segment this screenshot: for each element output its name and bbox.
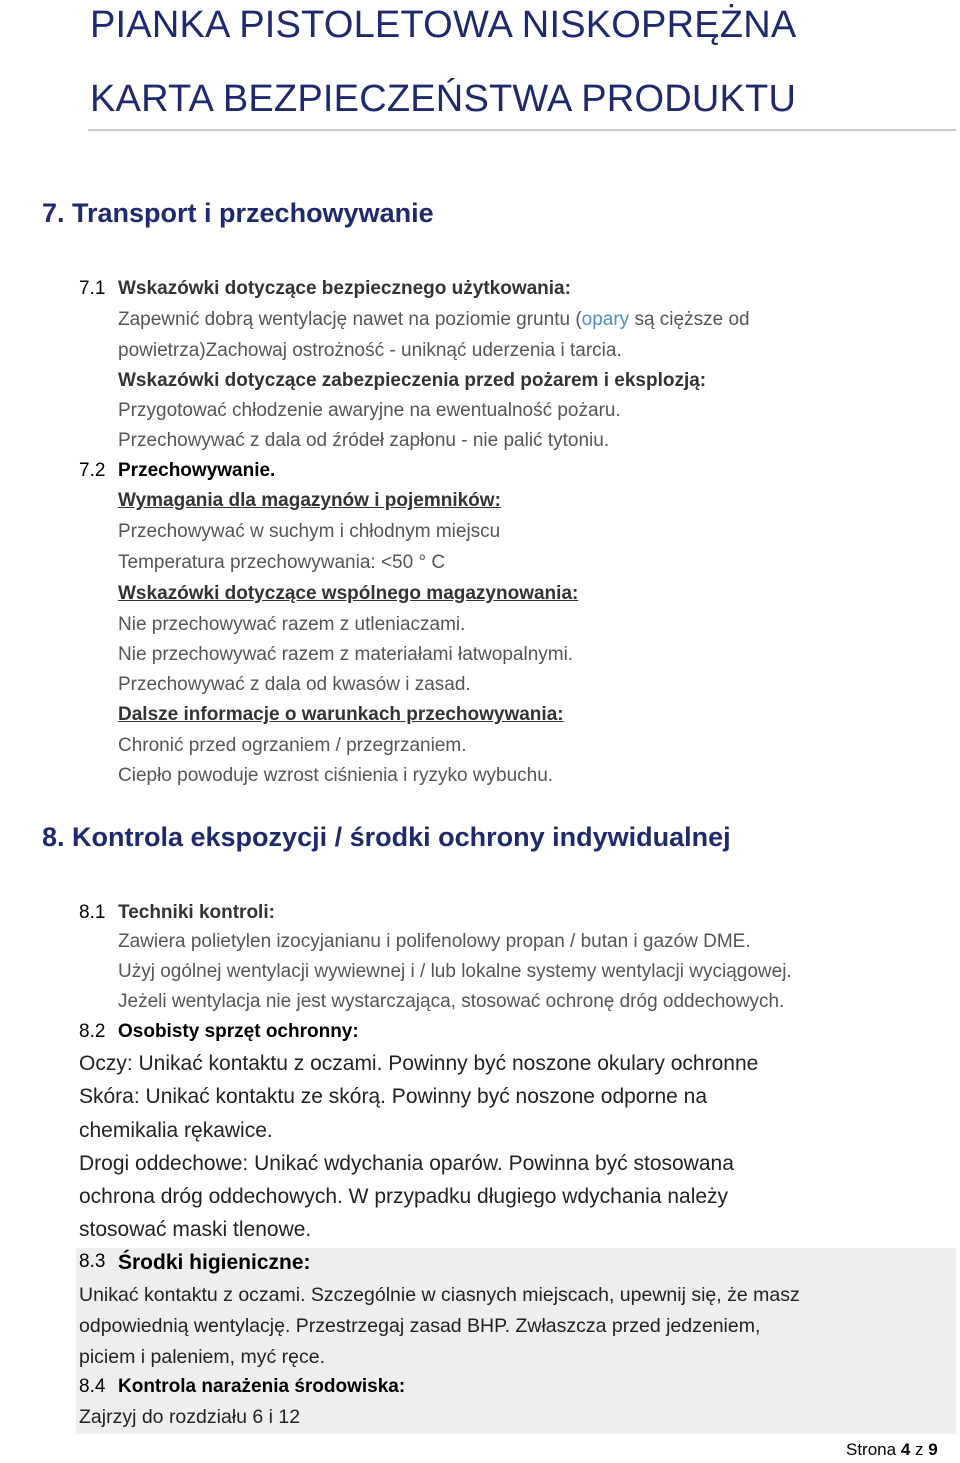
total-pages: 9 (928, 1440, 938, 1459)
further-info-line-2: Ciepło powoduje wzrost ciśnienia i ryzyko wybuchu. (118, 765, 554, 786)
hygiene-line: odpowiednią wentylację. Przestrzegaj zasad BHP. Zwłaszcza przed jedzeniem, (79, 1315, 761, 1337)
joint-storage-heading: Wskazówki dotyczące wspólnego magazynowania: (118, 583, 579, 604)
section-8-2-heading: Osobisty sprzęt ochronny: (118, 1021, 359, 1042)
section-8-2-number: 8.2 (79, 1021, 106, 1042)
requirements-heading: Wymagania dla magazynów i pojemników: (118, 490, 501, 511)
ppe-line: stosować maski tlenowe. (79, 1218, 312, 1241)
section-8-3-number: 8.3 (79, 1251, 106, 1272)
text-fragment: Zapewnić dobrą wentylację nawet na poziomie gruntu ( (118, 309, 582, 330)
section-7-2-heading: Przechowywanie. (118, 460, 276, 481)
requirements-line-1: Przechowywać w suchym i chłodnym miejscu (118, 521, 501, 542)
section-8-title: 8. Kontrola ekspozycji / środki ochrony indywidualnej (42, 822, 731, 852)
ppe-line: ochrona dróg oddechowych. W przypadku długiego wdychania należy (79, 1185, 729, 1208)
section-8-1-line-2: Użyj ogólnej wentylacji wywiewnej i / lub lokalne systemy wentylacji wyciągowej. (118, 961, 792, 982)
environment-line: Zajrzyj do rozdziału 6 i 12 (79, 1406, 301, 1428)
section-7-1-heading: Wskazówki dotyczące bezpiecznego użytkowania: (118, 278, 571, 299)
hygiene-line: Unikać kontaktu z oczami. Szczególnie w ciasnych miejscach, upewnij się, że masz (79, 1284, 800, 1306)
fire-heading: Wskazówki dotyczące zabezpieczenia przed pożarem i eksplozją: (118, 370, 707, 391)
ppe-line: chemikalia rękawice. (79, 1119, 273, 1142)
section-7-1-line-2: powietrza)Zachowaj ostrożność - uniknąć uderzenia i tarcia. (118, 340, 622, 361)
further-info-line-1: Chronić przed ogrzaniem / przegrzaniem. (118, 735, 467, 756)
ppe-line: Oczy: Unikać kontaktu z oczami. Powinny być noszone okulary ochronne (79, 1052, 759, 1075)
page-label: Strona (846, 1440, 897, 1459)
header-title: PIANKA PISTOLETOWA NISKOPRĘŻNA (90, 4, 797, 46)
fire-line-1: Przygotować chłodzenie awaryjne na ewentualność pożaru. (118, 400, 621, 421)
opary-link: opary (581, 309, 630, 330)
section-8-3-heading: Środki higieniczne: (118, 1251, 311, 1274)
section-8-1-line-1: Zawiera polietylen izocyjanianu i polifenolowy propan / butan i gazów DME. (118, 931, 751, 952)
section-8-4-heading: Kontrola narażenia środowiska: (118, 1376, 406, 1397)
page-number (846, 1440, 938, 1460)
section-8-1-number: 8.1 (79, 902, 106, 923)
section-8-1-heading: Techniki kontroli: (118, 902, 275, 923)
fire-line-2: Przechowywać z dala od źródeł zapłonu - nie palić tytoniu. (118, 430, 610, 451)
section-7-1-number: 7.1 (79, 278, 106, 299)
further-info-heading: Dalsze informacje o warunkach przechowywania: (118, 704, 564, 725)
section-7-1-line-1 (118, 309, 750, 331)
joint-storage-line-1: Nie przechowywać razem z utleniaczami. (118, 614, 466, 635)
page-separator: z (915, 1440, 924, 1459)
header-subtitle: KARTA BEZPIECZEŃSTWA PRODUKTU (90, 78, 797, 120)
text-fragment: są cięższe od (629, 309, 750, 330)
current-page: 4 (900, 1440, 911, 1459)
requirements-line-2: Temperatura przechowywania: <50 ° C (118, 552, 446, 573)
header-divider (88, 129, 956, 131)
section-8-1-line-3: Jeżeli wentylacja nie jest wystarczająca, stosować ochronę dróg oddechowych. (118, 991, 785, 1012)
section-7-title: 7. Transport i przechowywanie (42, 198, 434, 228)
hygiene-line: piciem i paleniem, myć ręce. (79, 1346, 325, 1368)
ppe-line: Skóra: Unikać kontaktu ze skórą. Powinny być noszone odporne na (79, 1085, 708, 1108)
joint-storage-line-3: Przechowywać z dala od kwasów i zasad. (118, 674, 471, 695)
section-8-4-number: 8.4 (79, 1376, 106, 1397)
ppe-line: Drogi oddechowe: Unikać wdychania oparów. Powinna być stosowana (79, 1152, 734, 1175)
joint-storage-line-2: Nie przechowywać razem z materiałami łatwopalnymi. (118, 644, 574, 665)
section-7-2-number: 7.2 (79, 460, 106, 481)
